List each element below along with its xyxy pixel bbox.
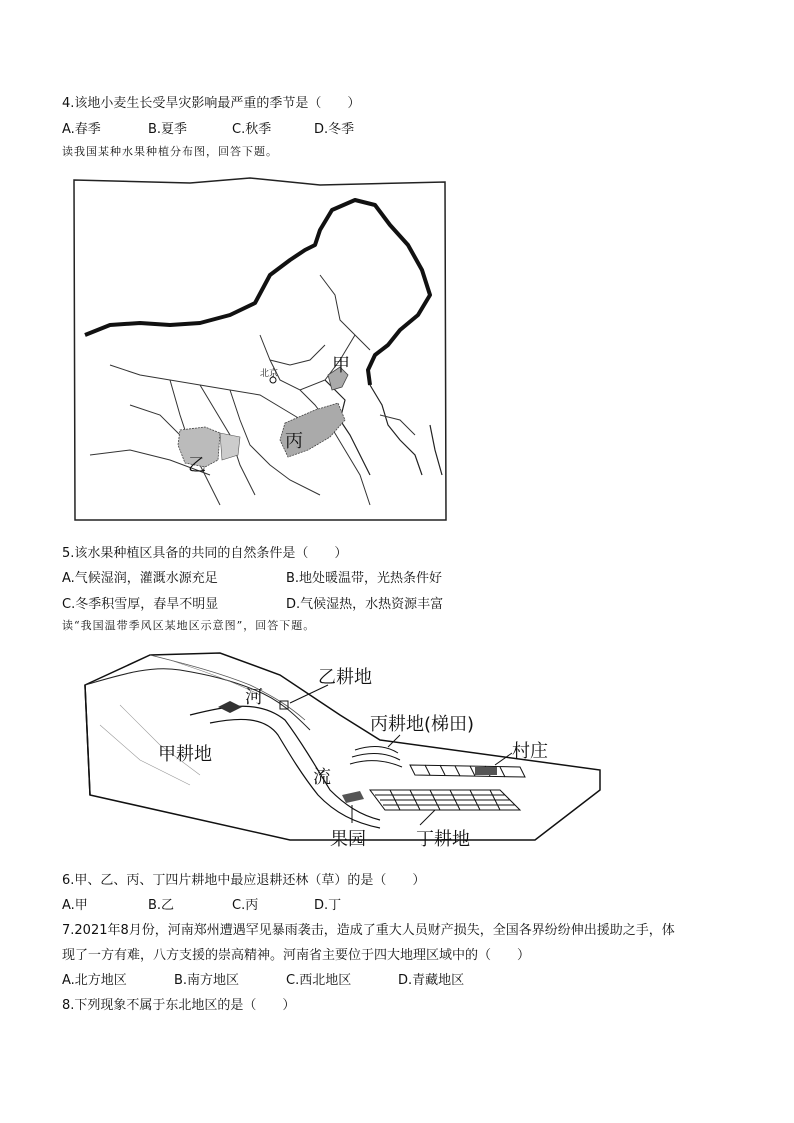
q6-stem: 6.甲、乙、丙、丁四片耕地中最应退耕还林（草）的是（ ） — [62, 873, 426, 888]
q7-option-a: A.北方地区 — [62, 973, 127, 988]
diagram-label-orchard: 果园 — [330, 829, 366, 850]
q5-option-b: B.地处暖温带，光热条件好 — [286, 571, 443, 586]
fruit-distribution-map — [70, 175, 450, 525]
q7-stem-line1: 7.2021年8月份，河南郑州遭遇罕见暴雨袭击，造成了重大人员财产损失，全国各界纷纷伸出援助之手，体 — [62, 923, 675, 938]
map-label-jia: 甲 — [332, 355, 350, 376]
map-label-beijing: 北京 — [260, 369, 279, 379]
q6-option-c: C.丙 — [232, 898, 259, 913]
diagram-label-ding-field: 丁耕地 — [416, 829, 470, 850]
diagram-label-yi-field: 乙耕地 — [318, 667, 372, 688]
q7-option-d: D.青藏地区 — [398, 973, 465, 988]
q5-stem: 5.该水果种植区具备的共同的自然条件是（ ） — [62, 546, 348, 561]
map-label-bing: 丙 — [285, 431, 303, 452]
q5-option-a: A.气候湿润，灌溉水源充足 — [62, 571, 218, 586]
q6-option-a: A.甲 — [62, 898, 88, 913]
q5-option-d: D.气候湿热，水热资源丰富 — [286, 597, 444, 612]
q4-option-c: C.秋季 — [232, 122, 272, 137]
diagram-label-he: 河 — [245, 687, 263, 708]
map-label-yi: 乙 — [188, 455, 206, 476]
q6-option-b: B.乙 — [148, 898, 175, 913]
q4-option-d: D.冬季 — [314, 122, 355, 137]
q8-stem: 8.下列现象不属于东北地区的是（ ） — [62, 998, 296, 1013]
q7-option-c: C.西北地区 — [286, 973, 352, 988]
q7-stem-line2: 现了一方有难，八方支援的崇高精神。河南省主要位于四大地理区域中的（ ） — [62, 948, 531, 963]
q6-option-d: D.丁 — [314, 898, 342, 913]
diagram-label-jia-field: 甲耕地 — [158, 744, 212, 765]
q4-option-b: B.夏季 — [148, 122, 188, 137]
diagram-label-village: 村庄 — [512, 741, 548, 762]
q4-option-a: A.春季 — [62, 122, 101, 137]
diagram-label-bing-field: 丙耕地(梯田) — [370, 714, 475, 735]
intro-region-diagram: 读“我国温带季风区某地区示意图”，回答下题。 — [62, 619, 316, 632]
q4-stem: 4.该地小麦生长受旱灾影响最严重的季节是（ ） — [62, 96, 361, 111]
intro-fruit-map: 读我国某种水果种植分布图，回答下题。 — [62, 145, 278, 158]
terrain-diagram — [80, 645, 610, 855]
q7-option-b: B.南方地区 — [174, 973, 240, 988]
diagram-label-liu: 流 — [313, 767, 331, 788]
q5-option-c: C.冬季积雪厚，春旱不明显 — [62, 597, 219, 612]
